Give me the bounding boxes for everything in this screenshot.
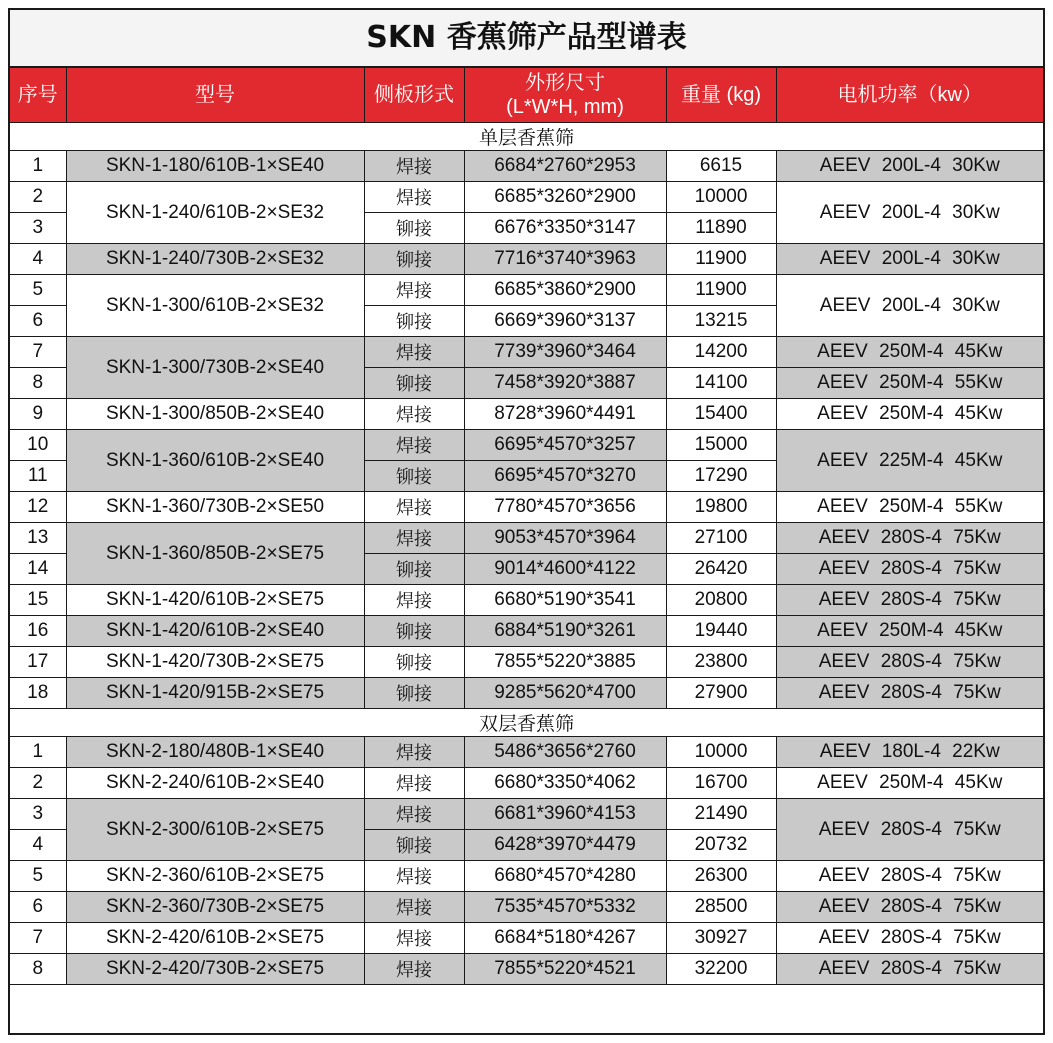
cell-weight: 10000 [666, 182, 776, 213]
table-row [10, 892, 1043, 923]
cell-side: 焊接 [364, 492, 464, 523]
cell-size: 6695*4570*3257 [464, 430, 666, 461]
header-weight: 重量 (kg) [666, 68, 776, 123]
cell-side: 铆接 [364, 213, 464, 244]
cell-motor: AEEV 200L-4 30Kw [776, 275, 1043, 337]
cell-side: 铆接 [364, 678, 464, 709]
cell-model: SKN-1-420/610B-2×SE40 [66, 616, 364, 647]
cell-weight: 27900 [666, 678, 776, 709]
header-side: 侧板形式 [364, 68, 464, 123]
cell-weight: 26420 [666, 554, 776, 585]
table-row [10, 647, 1043, 678]
cell-model: SKN-1-300/730B-2×SE40 [66, 337, 364, 399]
cell-size: 6684*2760*2953 [464, 151, 666, 182]
table-row [10, 768, 1043, 799]
table-row [10, 244, 1043, 275]
header-no: 序号 [10, 68, 66, 123]
cell-size: 9014*4600*4122 [464, 554, 666, 585]
table-row [10, 737, 1043, 768]
cell-model: SKN-2-420/730B-2×SE75 [66, 954, 364, 985]
cell-side: 铆接 [364, 306, 464, 337]
cell-motor: AEEV 280S-4 75Kw [776, 523, 1043, 554]
cell-size: 6685*3260*2900 [464, 182, 666, 213]
cell-side: 铆接 [364, 244, 464, 275]
cell-model: SKN-1-240/610B-2×SE32 [66, 182, 364, 244]
product-table [10, 68, 1043, 985]
cell-size: 7855*5220*4521 [464, 954, 666, 985]
cell-weight: 28500 [666, 892, 776, 923]
cell-no: 1 [10, 737, 66, 768]
cell-no: 3 [10, 799, 66, 830]
cell-side: 焊接 [364, 399, 464, 430]
cell-weight: 19440 [666, 616, 776, 647]
header-row [10, 68, 1043, 123]
cell-weight: 15400 [666, 399, 776, 430]
cell-side: 铆接 [364, 616, 464, 647]
cell-no: 18 [10, 678, 66, 709]
cell-motor: AEEV 200L-4 30Kw [776, 244, 1043, 275]
cell-side: 焊接 [364, 861, 464, 892]
cell-weight: 15000 [666, 430, 776, 461]
cell-weight: 16700 [666, 768, 776, 799]
cell-no: 5 [10, 275, 66, 306]
cell-no: 13 [10, 523, 66, 554]
cell-motor: AEEV 280S-4 75Kw [776, 554, 1043, 585]
cell-side: 焊接 [364, 585, 464, 616]
cell-model: SKN-1-240/730B-2×SE32 [66, 244, 364, 275]
cell-size: 7855*5220*3885 [464, 647, 666, 678]
table-row [10, 430, 1043, 461]
section-title: 单层香蕉筛 [10, 123, 1043, 151]
cell-no: 3 [10, 213, 66, 244]
cell-model: SKN-2-180/480B-1×SE40 [66, 737, 364, 768]
cell-motor: AEEV 280S-4 75Kw [776, 799, 1043, 861]
cell-no: 8 [10, 368, 66, 399]
cell-size: 7716*3740*3963 [464, 244, 666, 275]
cell-weight: 20800 [666, 585, 776, 616]
cell-model: SKN-1-180/610B-1×SE40 [66, 151, 364, 182]
cell-side: 铆接 [364, 554, 464, 585]
header-size-line2: (L*W*H, mm) [506, 96, 624, 118]
table-row [10, 954, 1043, 985]
cell-no: 16 [10, 616, 66, 647]
cell-no: 12 [10, 492, 66, 523]
cell-side: 焊接 [364, 151, 464, 182]
cell-size: 8728*3960*4491 [464, 399, 666, 430]
cell-side: 焊接 [364, 430, 464, 461]
cell-size: 6680*4570*4280 [464, 861, 666, 892]
cell-no: 14 [10, 554, 66, 585]
cell-side: 焊接 [364, 799, 464, 830]
cell-no: 4 [10, 830, 66, 861]
cell-no: 10 [10, 430, 66, 461]
cell-side: 铆接 [364, 368, 464, 399]
cell-side: 铆接 [364, 830, 464, 861]
section-row [10, 709, 1043, 737]
cell-model: SKN-1-420/730B-2×SE75 [66, 647, 364, 678]
cell-model: SKN-1-360/730B-2×SE50 [66, 492, 364, 523]
cell-motor: AEEV 200L-4 30Kw [776, 182, 1043, 244]
cell-no: 2 [10, 768, 66, 799]
table-body [10, 68, 1043, 985]
cell-motor: AEEV 280S-4 75Kw [776, 585, 1043, 616]
cell-side: 铆接 [364, 647, 464, 678]
cell-weight: 14100 [666, 368, 776, 399]
cell-no: 17 [10, 647, 66, 678]
cell-side: 焊接 [364, 523, 464, 554]
cell-motor: AEEV 280S-4 75Kw [776, 647, 1043, 678]
cell-motor: AEEV 280S-4 75Kw [776, 678, 1043, 709]
cell-weight: 13215 [666, 306, 776, 337]
header-size [464, 68, 666, 123]
cell-weight: 14200 [666, 337, 776, 368]
cell-weight: 26300 [666, 861, 776, 892]
cell-size: 6680*5190*3541 [464, 585, 666, 616]
table-row [10, 151, 1043, 182]
cell-size: 6684*5180*4267 [464, 923, 666, 954]
cell-side: 铆接 [364, 461, 464, 492]
cell-model: SKN-1-300/610B-2×SE32 [66, 275, 364, 337]
header-model: 型号 [66, 68, 364, 123]
cell-no: 6 [10, 892, 66, 923]
cell-size: 6680*3350*4062 [464, 768, 666, 799]
table-row [10, 678, 1043, 709]
cell-size: 7780*4570*3656 [464, 492, 666, 523]
section-row [10, 123, 1043, 151]
cell-no: 2 [10, 182, 66, 213]
table-row [10, 616, 1043, 647]
cell-motor: AEEV 250M-4 45Kw [776, 399, 1043, 430]
cell-model: SKN-2-300/610B-2×SE75 [66, 799, 364, 861]
cell-size: 7458*3920*3887 [464, 368, 666, 399]
cell-model: SKN-1-300/850B-2×SE40 [66, 399, 364, 430]
spec-sheet [8, 8, 1045, 1035]
cell-side: 焊接 [364, 768, 464, 799]
cell-model: SKN-2-360/730B-2×SE75 [66, 892, 364, 923]
cell-weight: 27100 [666, 523, 776, 554]
cell-weight: 20732 [666, 830, 776, 861]
cell-no: 5 [10, 861, 66, 892]
cell-model: SKN-2-420/610B-2×SE75 [66, 923, 364, 954]
table-row [10, 923, 1043, 954]
cell-size: 6681*3960*4153 [464, 799, 666, 830]
cell-weight: 30927 [666, 923, 776, 954]
cell-size: 7739*3960*3464 [464, 337, 666, 368]
table-row [10, 799, 1043, 830]
cell-weight: 17290 [666, 461, 776, 492]
cell-weight: 10000 [666, 737, 776, 768]
cell-weight: 21490 [666, 799, 776, 830]
cell-model: SKN-1-420/915B-2×SE75 [66, 678, 364, 709]
table-row [10, 182, 1043, 213]
cell-side: 焊接 [364, 737, 464, 768]
cell-weight: 6615 [666, 151, 776, 182]
cell-size: 7535*4570*5332 [464, 892, 666, 923]
cell-side: 焊接 [364, 923, 464, 954]
cell-weight: 23800 [666, 647, 776, 678]
table-row [10, 337, 1043, 368]
cell-no: 8 [10, 954, 66, 985]
cell-weight: 32200 [666, 954, 776, 985]
cell-motor: AEEV 200L-4 30Kw [776, 151, 1043, 182]
cell-no: 1 [10, 151, 66, 182]
cell-model: SKN-2-360/610B-2×SE75 [66, 861, 364, 892]
cell-side: 焊接 [364, 337, 464, 368]
cell-motor: AEEV 180L-4 22Kw [776, 737, 1043, 768]
table-row [10, 275, 1043, 306]
cell-motor: AEEV 250M-4 45Kw [776, 337, 1043, 368]
cell-motor: AEEV 250M-4 45Kw [776, 768, 1043, 799]
cell-model: SKN-1-360/610B-2×SE40 [66, 430, 364, 492]
cell-size: 6676*3350*3147 [464, 213, 666, 244]
cell-motor: AEEV 250M-4 55Kw [776, 492, 1043, 523]
cell-no: 15 [10, 585, 66, 616]
cell-motor: AEEV 280S-4 75Kw [776, 923, 1043, 954]
cell-side: 焊接 [364, 182, 464, 213]
cell-no: 7 [10, 923, 66, 954]
cell-model: SKN-2-240/610B-2×SE40 [66, 768, 364, 799]
cell-no: 7 [10, 337, 66, 368]
header-size-line1: 外形尺寸 [525, 72, 605, 94]
cell-model: SKN-1-420/610B-2×SE75 [66, 585, 364, 616]
cell-size: 6669*3960*3137 [464, 306, 666, 337]
table-row [10, 492, 1043, 523]
cell-no: 6 [10, 306, 66, 337]
cell-side: 焊接 [364, 892, 464, 923]
cell-motor: AEEV 280S-4 75Kw [776, 954, 1043, 985]
table-row [10, 523, 1043, 554]
cell-motor: AEEV 250M-4 55Kw [776, 368, 1043, 399]
cell-side: 焊接 [364, 275, 464, 306]
cell-size: 9053*4570*3964 [464, 523, 666, 554]
cell-no: 11 [10, 461, 66, 492]
cell-weight: 19800 [666, 492, 776, 523]
cell-motor: AEEV 225M-4 45Kw [776, 430, 1043, 492]
cell-motor: AEEV 250M-4 45Kw [776, 616, 1043, 647]
table-row [10, 585, 1043, 616]
cell-weight: 11890 [666, 213, 776, 244]
cell-size: 5486*3656*2760 [464, 737, 666, 768]
cell-size: 6685*3860*2900 [464, 275, 666, 306]
cell-weight: 11900 [666, 244, 776, 275]
section-title: 双层香蕉筛 [10, 709, 1043, 737]
cell-motor: AEEV 280S-4 75Kw [776, 861, 1043, 892]
cell-size: 6884*5190*3261 [464, 616, 666, 647]
cell-motor: AEEV 280S-4 75Kw [776, 892, 1043, 923]
cell-weight: 11900 [666, 275, 776, 306]
cell-no: 4 [10, 244, 66, 275]
cell-size: 9285*5620*4700 [464, 678, 666, 709]
header-motor: 电机功率（kw） [776, 68, 1043, 123]
table-row [10, 399, 1043, 430]
cell-size: 6428*3970*4479 [464, 830, 666, 861]
page-title: SKN 香蕉筛产品型谱表 [10, 10, 1043, 68]
table-row [10, 861, 1043, 892]
cell-model: SKN-1-360/850B-2×SE75 [66, 523, 364, 585]
cell-side: 焊接 [364, 954, 464, 985]
cell-size: 6695*4570*3270 [464, 461, 666, 492]
cell-no: 9 [10, 399, 66, 430]
